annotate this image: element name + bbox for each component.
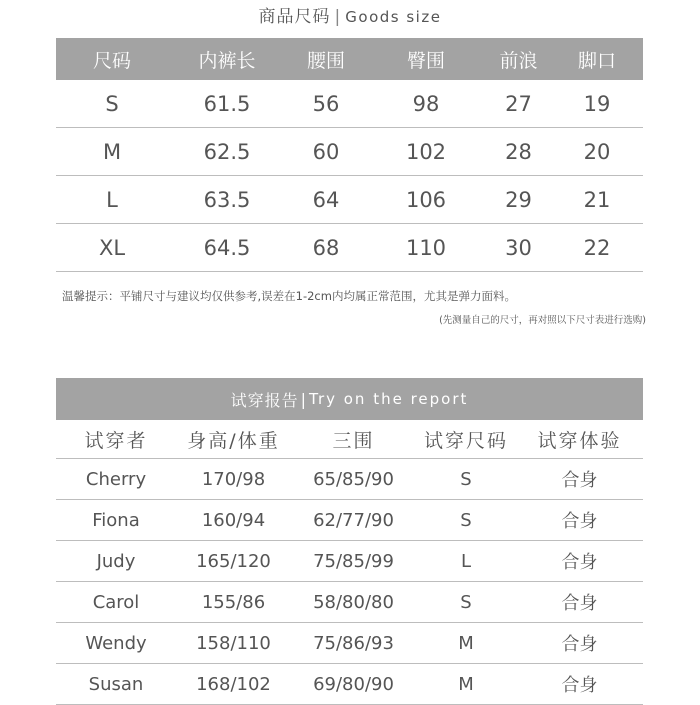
table-cell: 合身: [561, 552, 598, 573]
table-cell: 合身: [561, 470, 598, 491]
table-cell: 62.5: [203, 139, 251, 164]
table-cell: 27: [505, 91, 532, 116]
table-cell: 64.5: [203, 235, 251, 260]
table-cell: 28: [505, 139, 532, 164]
header-cell: 脚口: [577, 49, 616, 72]
table-cell: 60: [312, 139, 340, 164]
table-cell: S: [460, 468, 472, 490]
size-table: [56, 38, 643, 272]
header-cell: 试穿者: [84, 429, 148, 452]
table-row: [56, 459, 643, 500]
table-cell: 75/86/93: [313, 632, 394, 654]
header-cell: 身高/体重: [187, 429, 280, 452]
try-on-title-cn: 试穿报告: [230, 390, 299, 410]
header-cell: 三围: [332, 429, 375, 452]
table-row: [56, 582, 643, 623]
table-row: [56, 541, 643, 582]
table-cell: 合身: [561, 511, 598, 532]
table-cell: 170/98: [201, 468, 266, 490]
table-row: [56, 623, 643, 664]
table-row: [56, 128, 643, 176]
goods-size-title-en: Goods size: [345, 8, 442, 26]
table-cell: XL: [98, 235, 126, 260]
table-cell: 61.5: [203, 91, 251, 116]
try-on-report-title: [56, 378, 643, 420]
table-cell: 62/77/90: [313, 509, 394, 531]
table-cell: 63.5: [203, 187, 251, 212]
table-cell: 64: [312, 187, 340, 212]
table-cell: 160/94: [201, 509, 266, 531]
goods-size-title: [0, 2, 700, 27]
table-cell: 19: [583, 91, 611, 116]
table-cell: Wendy: [85, 632, 147, 654]
try-on-table: [56, 420, 643, 705]
table-row: [56, 664, 643, 705]
table-row: [56, 176, 643, 224]
table-cell: 21: [583, 187, 611, 212]
header-cell: 臀围: [406, 49, 445, 72]
table-cell: 110: [405, 235, 447, 260]
table-cell: 合身: [561, 675, 598, 696]
table-cell: 合身: [561, 593, 598, 614]
table-cell: 58/80/80: [313, 591, 394, 613]
table-cell: 29: [505, 187, 532, 212]
table-cell: Carol: [92, 591, 140, 613]
size-tip-note: (先测量自己的尺寸，再对照以下尺寸表进行选购): [439, 315, 646, 326]
table-cell: 98: [412, 91, 440, 116]
table-row: [56, 80, 643, 128]
table-cell: 155/86: [201, 591, 266, 613]
try-on-table-header: [56, 420, 643, 459]
table-cell: 158/110: [196, 632, 271, 654]
table-cell: S: [460, 509, 472, 531]
table-cell: 合身: [561, 634, 598, 655]
table-cell: Susan: [88, 673, 144, 695]
table-cell: Judy: [96, 550, 136, 572]
table-cell: L: [460, 550, 472, 572]
size-tip: 温馨提示：平铺尺寸与建议均仅供参考,误差在1-2cm内均属正常范围，尤其是弹力面料。: [62, 289, 516, 303]
table-cell: M: [458, 673, 474, 695]
table-cell: 56: [312, 91, 340, 116]
table-cell: M: [458, 632, 474, 654]
title-separator: |: [334, 7, 342, 27]
table-cell: 22: [583, 235, 611, 260]
table-cell: 69/80/90: [313, 673, 394, 695]
table-row: [56, 500, 643, 541]
table-cell: 20: [583, 139, 611, 164]
title-separator: |: [300, 389, 307, 409]
header-cell: 试穿尺码: [423, 429, 508, 452]
table-cell: Fiona: [92, 509, 140, 531]
table-cell: 168/102: [196, 673, 271, 695]
table-cell: 30: [505, 235, 532, 260]
table-cell: M: [102, 139, 122, 164]
table-cell: 165/120: [196, 550, 271, 572]
goods-size-title-cn: 商品尺码: [258, 7, 331, 27]
table-row: [56, 224, 643, 272]
table-cell: 65/85/90: [313, 468, 394, 490]
table-cell: 106: [405, 187, 447, 212]
table-cell: L: [106, 187, 118, 212]
header-cell: 内裤长: [198, 49, 256, 72]
table-cell: Cherry: [85, 468, 147, 490]
table-cell: 68: [312, 235, 340, 260]
table-cell: 75/85/99: [313, 550, 394, 572]
header-cell: 试穿体验: [537, 429, 622, 452]
try-on-title-en: Try on the report: [308, 390, 469, 408]
table-cell: S: [105, 91, 119, 116]
table-cell: S: [460, 591, 472, 613]
size-table-header: [56, 38, 643, 80]
header-cell: 腰围: [306, 49, 345, 72]
header-cell: 前浪: [499, 49, 538, 72]
header-cell: 尺码: [92, 49, 131, 72]
table-cell: 102: [405, 139, 447, 164]
